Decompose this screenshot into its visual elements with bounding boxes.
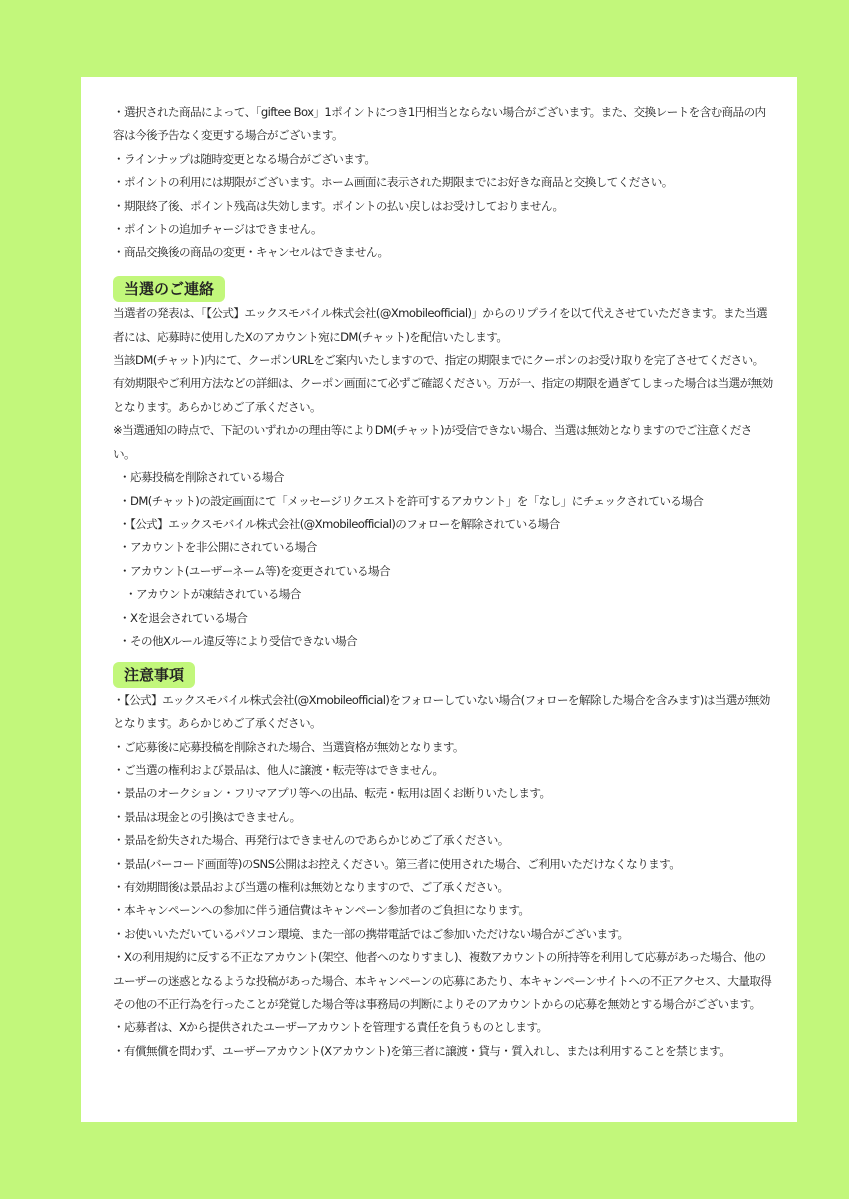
winner-section (113, 276, 773, 654)
note-item: ・有効期間後は景品および当選の権利は無効となりますので、ご了承ください。 (113, 880, 509, 894)
winner-heading: 当選のご連絡 (113, 276, 225, 302)
note-item: ・ご応募後に応募投稿を削除された場合、当選資格が無効となります。 (113, 739, 464, 754)
reason-item: ・アカウントが凍結されている場合 (125, 587, 301, 602)
intro-item: ・ポイントの追加チャージはできません。 (113, 222, 322, 237)
note-item: ・景品のオークション・フリマアプリ等への出品、転売・転用は固くお断りいたします。 (113, 786, 551, 801)
intro-item: ・ポイントの利用には期限がございます。ホーム画面に表示された期限までにお好きな商品と交換してください。 (113, 175, 673, 190)
note-item: ・景品は現金との引換はできません。 (113, 809, 301, 824)
winner-paragraph: ※当選通知の時点で、下記のいずれかの理由等によりDM(チャット)が受信できない場合、当選は無効となりますのでご注意ください。 (113, 423, 752, 461)
notes-section (113, 662, 773, 1063)
content-card (81, 77, 797, 1122)
note-item: ・【公式】エックスモバイル株式会社(@Xmobileofficial)をフォローしていない場合(フォローを解除した場合を含みます)は当選が無効となります。あらかじめご了承ください。 (113, 692, 770, 731)
reason-item: ・DM(チャット)の設定画面にて「メッセージリクエストを許可するアカウント」を「なし」にチェックされている場合 (119, 493, 704, 508)
reason-item: ・その他Xルール違反等により受信できない場合 (119, 633, 357, 648)
notes-heading: 注意事項 (113, 662, 195, 688)
winner-paragraph: 当該DM(チャット)内にて、クーポンURLをご案内いたしますので、指定の期限までにクーポンのお受け取りを完了させてください。有効期限やご利用方法などの詳細は、クーポン画面にて必ずご確認ください。万が一、指定の期限を過ぎてしまった場合は当選が無効となります。あらかじめご了承ください。 (113, 353, 773, 414)
note-item: ・景品を紛失された場合、再発行はできませんのであらかじめご了承ください。 (113, 833, 509, 848)
note-item: ・ご当選の権利および景品は、他人に譲渡・転売等はできません。 (113, 762, 444, 777)
intro-item: ・商品交換後の商品の変更・キャンセルはできません。 (113, 245, 389, 260)
note-item: ・応募者は、Xから提供されたユーザーアカウントを管理する責任を負うものとします。 (113, 1020, 548, 1035)
reason-item: ・アカウント(ユーザーネーム等)を変更されている場合 (119, 563, 391, 578)
note-item: ・景品(バーコード画面等)のSNS公開はお控えください。第三者に使用された場合、ご利用いただけなくなります。 (113, 856, 681, 871)
reason-item: ・Xを退会されている場合 (119, 610, 248, 625)
reason-item: ・応募投稿を削除されている場合 (119, 470, 284, 485)
note-item: ・お使いいただいているパソコン環境、また一部の携帯電話ではご参加いただけない場合がございます。 (113, 926, 629, 941)
intro-section (113, 101, 773, 265)
intro-item: ・期限終了後、ポイント残高は失効します。ポイントの払い戻しはお受けしておりません。 (113, 198, 564, 213)
intro-item: ・ラインナップは随時変更となる場合がございます。 (113, 151, 376, 166)
reason-item: ・【公式】エックスモバイル株式会社(@Xmobileofficial)のフォローを解除されている場合 (119, 516, 560, 531)
winner-paragraph: 当選者の発表は、「【公式】エックスモバイル株式会社(@Xmobileofficial)」からのリプライを以て代えさせていただきます。また当選者には、応募時に使用したXのアカウント宛にDM(チャット)を配信いたします。 (113, 306, 767, 344)
note-item: ・有償無償を問わず、ユーザーアカウント(Xアカウント)を第三者に譲渡・貸与・質入れし、または利用することを禁じます。 (113, 1043, 731, 1058)
intro-item: ・選択された商品によって、「giftee Box」1ポイントにつき1円相当とならない場合がございます。また、交換レートを含む商品の内容は今後予告なく変更する場合がございます。 (113, 105, 766, 143)
content-body (113, 101, 773, 1063)
note-item: ・本キャンペーンへの参加に伴う通信費はキャンペーン参加者のご負担になります。 (113, 903, 530, 918)
reason-item: ・アカウントを非公開にされている場合 (119, 540, 317, 555)
note-item: ・Xの利用規約に反する不正なアカウント(架空、他者へのなりすまし)、複数アカウントの所持等を利用して応募があった場合、他のユーザーの迷惑となるような投稿があった場合、本キャンペーンの応募にあたり、本キャンペーンサイトへの不正アクセス、大量取得その他の不正行為を行ったことが発覚した場合等は事務局の判断によりそのアカウントからの応募を無効とする場合がございます。 (113, 950, 772, 1012)
